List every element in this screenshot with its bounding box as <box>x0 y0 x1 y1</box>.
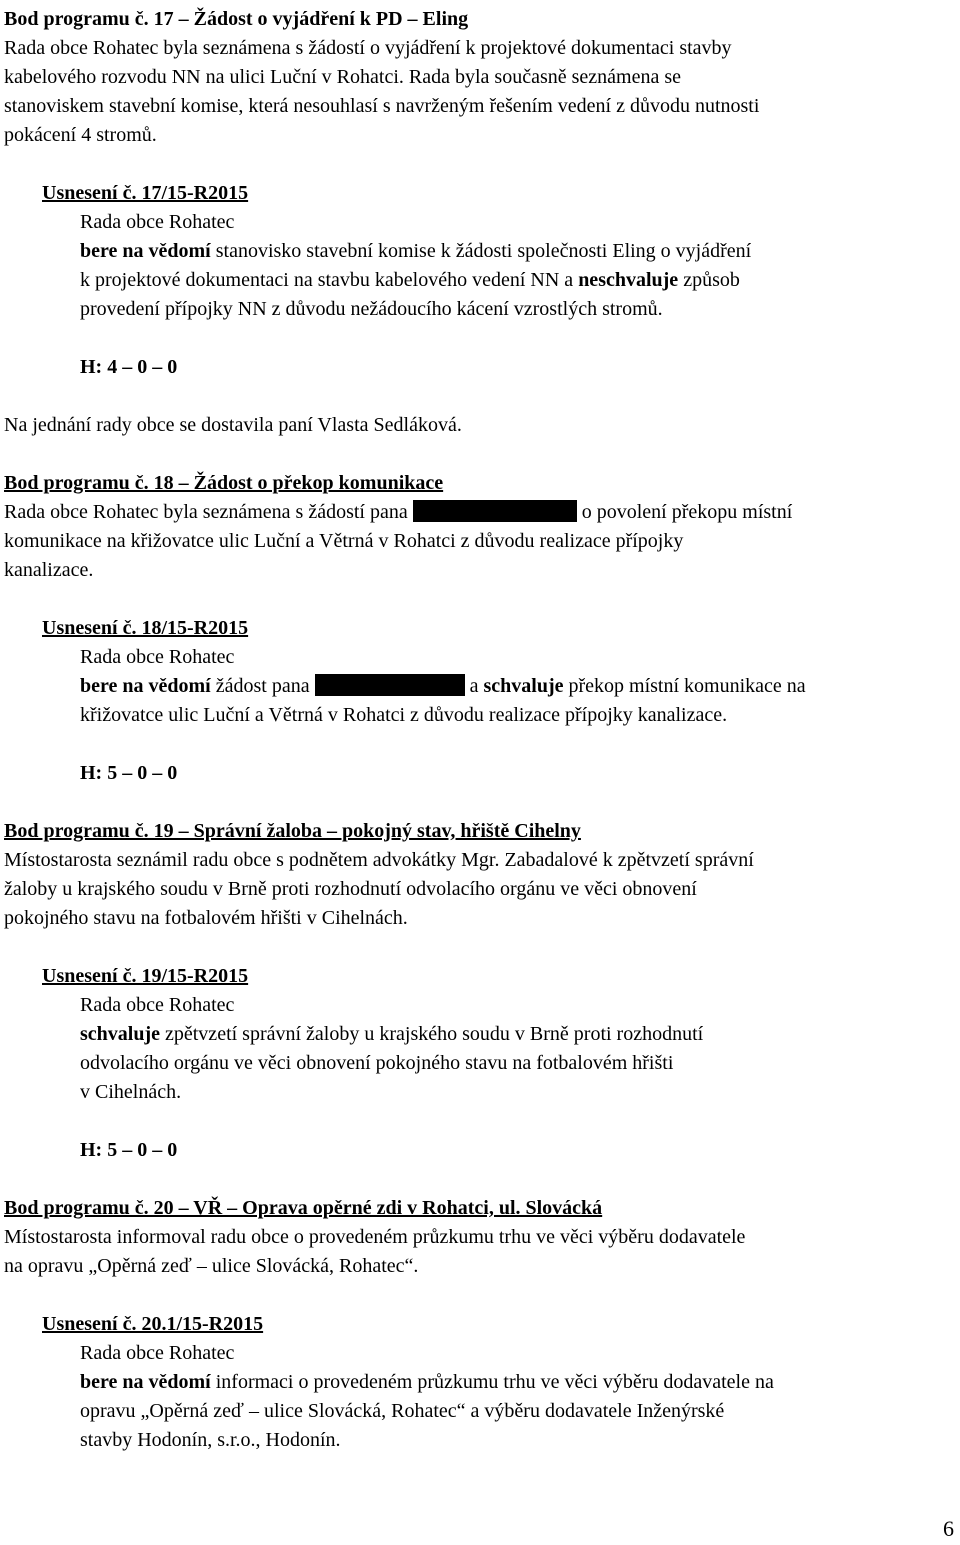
redacted-name-block <box>315 674 465 696</box>
bod17-text-4: pokácení 4 stromů. <box>4 124 157 146</box>
bod18-line-3: kanalizace. <box>4 559 94 581</box>
usn18-bold-2: schvaluje <box>483 675 564 697</box>
bod17-text-1: Rada obce Rohatec byla seznámena s žádostí o vyjádření k projektové dokumentaci stavby <box>4 37 732 59</box>
bod18-heading: Bod programu č. 18 – Žádost o překop komunikace <box>4 472 444 494</box>
usn19-line-1 <box>80 1022 703 1046</box>
bod18-text-1b: o povolení překopu místní <box>581 501 793 523</box>
bod17-text-3: stanoviskem stavební komise, která nesouhlasí s navrženým řešením vedení z důvodu nutnosti <box>4 95 760 117</box>
usn19-line-3: v Cihelnách. <box>80 1081 182 1103</box>
bod17-line-1 <box>4 36 956 60</box>
usn17-line-1 <box>80 239 751 263</box>
usn17-rada: Rada obce Rohatec <box>80 211 235 233</box>
usn20-line-1 <box>80 1370 774 1394</box>
usn19-line-2: odvolacího orgánu ve věci obnovení pokojného stavu na fotbalovém hřišti <box>80 1052 674 1074</box>
usn17-text-2b: způsob <box>683 269 740 291</box>
bod19-line-3: pokojného stavu na fotbalovém hřišti v Cihelnách. <box>4 907 408 929</box>
bod17-line-2 <box>4 65 681 89</box>
usn18-rada: Rada obce Rohatec <box>80 646 235 668</box>
usn17-bold-2: neschvaluje <box>578 269 679 291</box>
attendance-note: Na jednání rady obce se dostavila paní Vlasta Sedláková. <box>4 414 462 436</box>
page-number: 6 <box>943 1516 954 1541</box>
bod19-line-1: Místostarosta seznámil radu obce s podnětem advokátky Mgr. Zabadalové k zpětvzetí správní <box>4 849 754 871</box>
bod20-line-2: na opravu „Opěrná zeď – ulice Slovácká, Rohatec“. <box>4 1255 419 1277</box>
usn18-bold-1: bere na vědomí <box>80 675 211 697</box>
usn18-text-1a: žádost pana <box>215 675 310 697</box>
usn17-vote: H: 4 – 0 – 0 <box>80 356 178 378</box>
usn19-text-1: zpětvzetí správní žaloby u krajského soudu v Brně proti rozhodnutí <box>165 1023 704 1045</box>
usn20-line-3: stavby Hodonín, s.r.o., Hodonín. <box>80 1429 341 1451</box>
usn19-vote: H: 5 – 0 – 0 <box>80 1139 178 1161</box>
usn20-title: Usnesení č. 20.1/15-R2015 <box>42 1313 264 1335</box>
bod18-line-2: komunikace na křižovatce ulic Luční a Větrná v Rohatci z důvodu realizace přípojky <box>4 530 684 552</box>
usn20-line-2: opravu „Opěrná zeď – ulice Slovácká, Rohatec“ a výběru dodavatele Inženýrské <box>80 1400 725 1422</box>
bod19-heading: Bod programu č. 19 – Správní žaloba – pokojný stav, hřiště Cihelny <box>4 820 581 842</box>
usn20-rada: Rada obce Rohatec <box>80 1342 235 1364</box>
usn18-line-1 <box>80 674 806 698</box>
bod17-line-4 <box>4 123 157 147</box>
usn20-bold-1: bere na vědomí <box>80 1371 211 1393</box>
bod18-text-1a: Rada obce Rohatec byla seznámena s žádostí pana <box>4 501 408 523</box>
bod17-heading-text: Bod programu č. 17 – Žádost o vyjádření k PD – Eling <box>4 8 469 30</box>
usn18-line-2: křižovatce ulic Luční a Větrná v Rohatci z důvodu realizace přípojky kanalizace. <box>80 704 728 726</box>
usn18-title: Usnesení č. 18/15-R2015 <box>42 617 249 639</box>
bod18-line-1 <box>4 500 792 524</box>
usn17-line-3: provedení přípojky NN z důvodu nežádoucího kácení vzrostlých stromů. <box>80 298 663 320</box>
usn18-vote: H: 5 – 0 – 0 <box>80 762 178 784</box>
usn19-bold-1: schvaluje <box>80 1023 160 1045</box>
usn18-text-1c: překop místní komunikace na <box>568 675 806 697</box>
usn17-bold-1: bere na vědomí <box>80 240 211 262</box>
bod19-line-2: žaloby u krajského soudu v Brně proti rozhodnutí odvolacího orgánu ve věci obnovení <box>4 878 697 900</box>
usn17-text-1: stanovisko stavební komise k žádosti společnosti Eling o vyjádření <box>215 240 752 262</box>
usn19-rada: Rada obce Rohatec <box>80 994 235 1016</box>
usn18-text-1b: a <box>469 675 479 697</box>
bod20-heading: Bod programu č. 20 – VŘ – Oprava opěrné zdi v Rohatci, ul. Slovácká <box>4 1197 603 1219</box>
redacted-name-block <box>413 500 577 522</box>
bod17-heading <box>4 7 468 31</box>
usn19-title: Usnesení č. 19/15-R2015 <box>42 965 249 987</box>
bod17-line-3 <box>4 94 759 118</box>
usn17-title: Usnesení č. 17/15-R2015 <box>42 182 249 204</box>
usn17-text-2a: k projektové dokumentaci na stavbu kabelového vedení NN a <box>80 269 574 291</box>
usn20-text-1: informaci o provedeném průzkumu trhu ve věci výběru dodavatele na <box>215 1371 774 1393</box>
usn17-line-2 <box>80 268 740 292</box>
bod20-line-1: Místostarosta informoval radu obce o provedeném průzkumu trhu ve věci výběru dodavatele <box>4 1226 746 1248</box>
bod17-text-2: kabelového rozvodu NN na ulici Luční v Rohatci. Rada byla současně seznámena se <box>4 66 682 88</box>
